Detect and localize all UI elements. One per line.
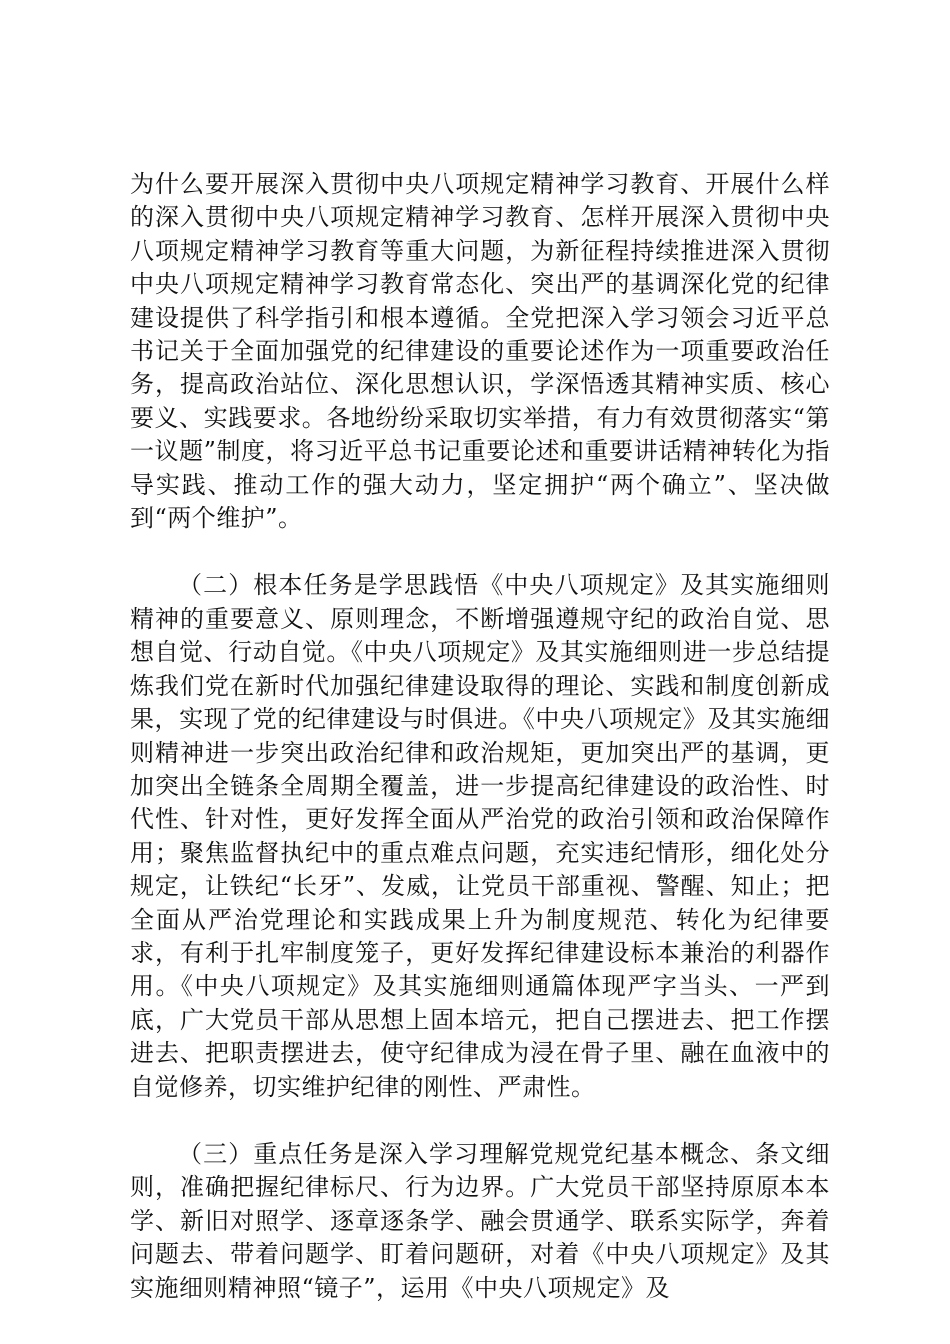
paragraph-intro-continuation: 为什么要开展深入贯彻中央八项规定精神学习教育、开展什么样的深入贯彻中央八项规定精神学习教育、怎样开展深入贯彻中央八项规定精神学习教育等重大问题，为新征程持续推进深入贯彻中央八项规定精神学习教育常态化、突出严的基调深化党的纪律建设提供了科学指引和根本遵循。全党把深入学习领会习近平总书记关于全面加强党的纪律建设的重要论述作为一项重要政治任务，提高政治站位、深化思想认识，学深悟透其精神实质、核心要义、实践要求。各地纷纷采取切实举措，有力有效贯彻落实“第一议题”制度，将习近平总书记重要论述和重要讲话精神转化为指导实践、推动工作的强大动力，坚定拥护“两个确立”、坚决做到“两个维护”。 xyxy=(130,170,830,533)
document-body xyxy=(130,168,830,1305)
paragraph-section-two: （二）根本任务是学思践悟《中央八项规定》及其实施细则精神的重要意义、原则理念，不断增强遵规守纪的政治自觉、思想自觉、行动自觉。《中央八项规定》及其实施细则进一步总结提炼我们党在新时代加强纪律建设取得的理论、实践和制度创新成果，实现了党的纪律建设与时俱进。《中央八项规定》及其实施细则精神进一步突出政治纪律和政治规矩，更加突出严的基调，更加突出全链条全周期全覆盖，进一步提高纪律建设的政治性、时代性、针对性，更好发挥全面从严治党的政治引领和政治保障作用；聚焦监督执纪中的重点难点问题，充实违纪情形，细化处分规定，让铁纪“长牙”、发威，让党员干部重视、警醒、知止；把全面从严治党理论和实践成果上升为制度规范、转化为纪律要求，有利于扎牢制度笼子，更好发挥纪律建设标本兼治的利器作用。《中央八项规定》及其实施细则通篇体现严字当头、一严到底，广大党员干部从思想上固本培元，把自己摆进去、把工作摆进去、把职责摆进去，使守纪律成为浸在骨子里、融在血液中的自觉修养，切实维护纪律的刚性、严肃性。 xyxy=(130,571,830,1101)
paragraph-section-three: （三）重点任务是深入学习理解党规党纪基本概念、条文细则，准确把握纪律标尺、行为边界。广大党员干部坚持原原本本学、新旧对照学、逐章逐条学、融会贯通学、联系实际学，奔着问题去、带着问题学、盯着问题研，对着《中央八项规定》及其实施细则精神照“镜子”，运用《中央八项规定》及 xyxy=(130,1139,830,1302)
